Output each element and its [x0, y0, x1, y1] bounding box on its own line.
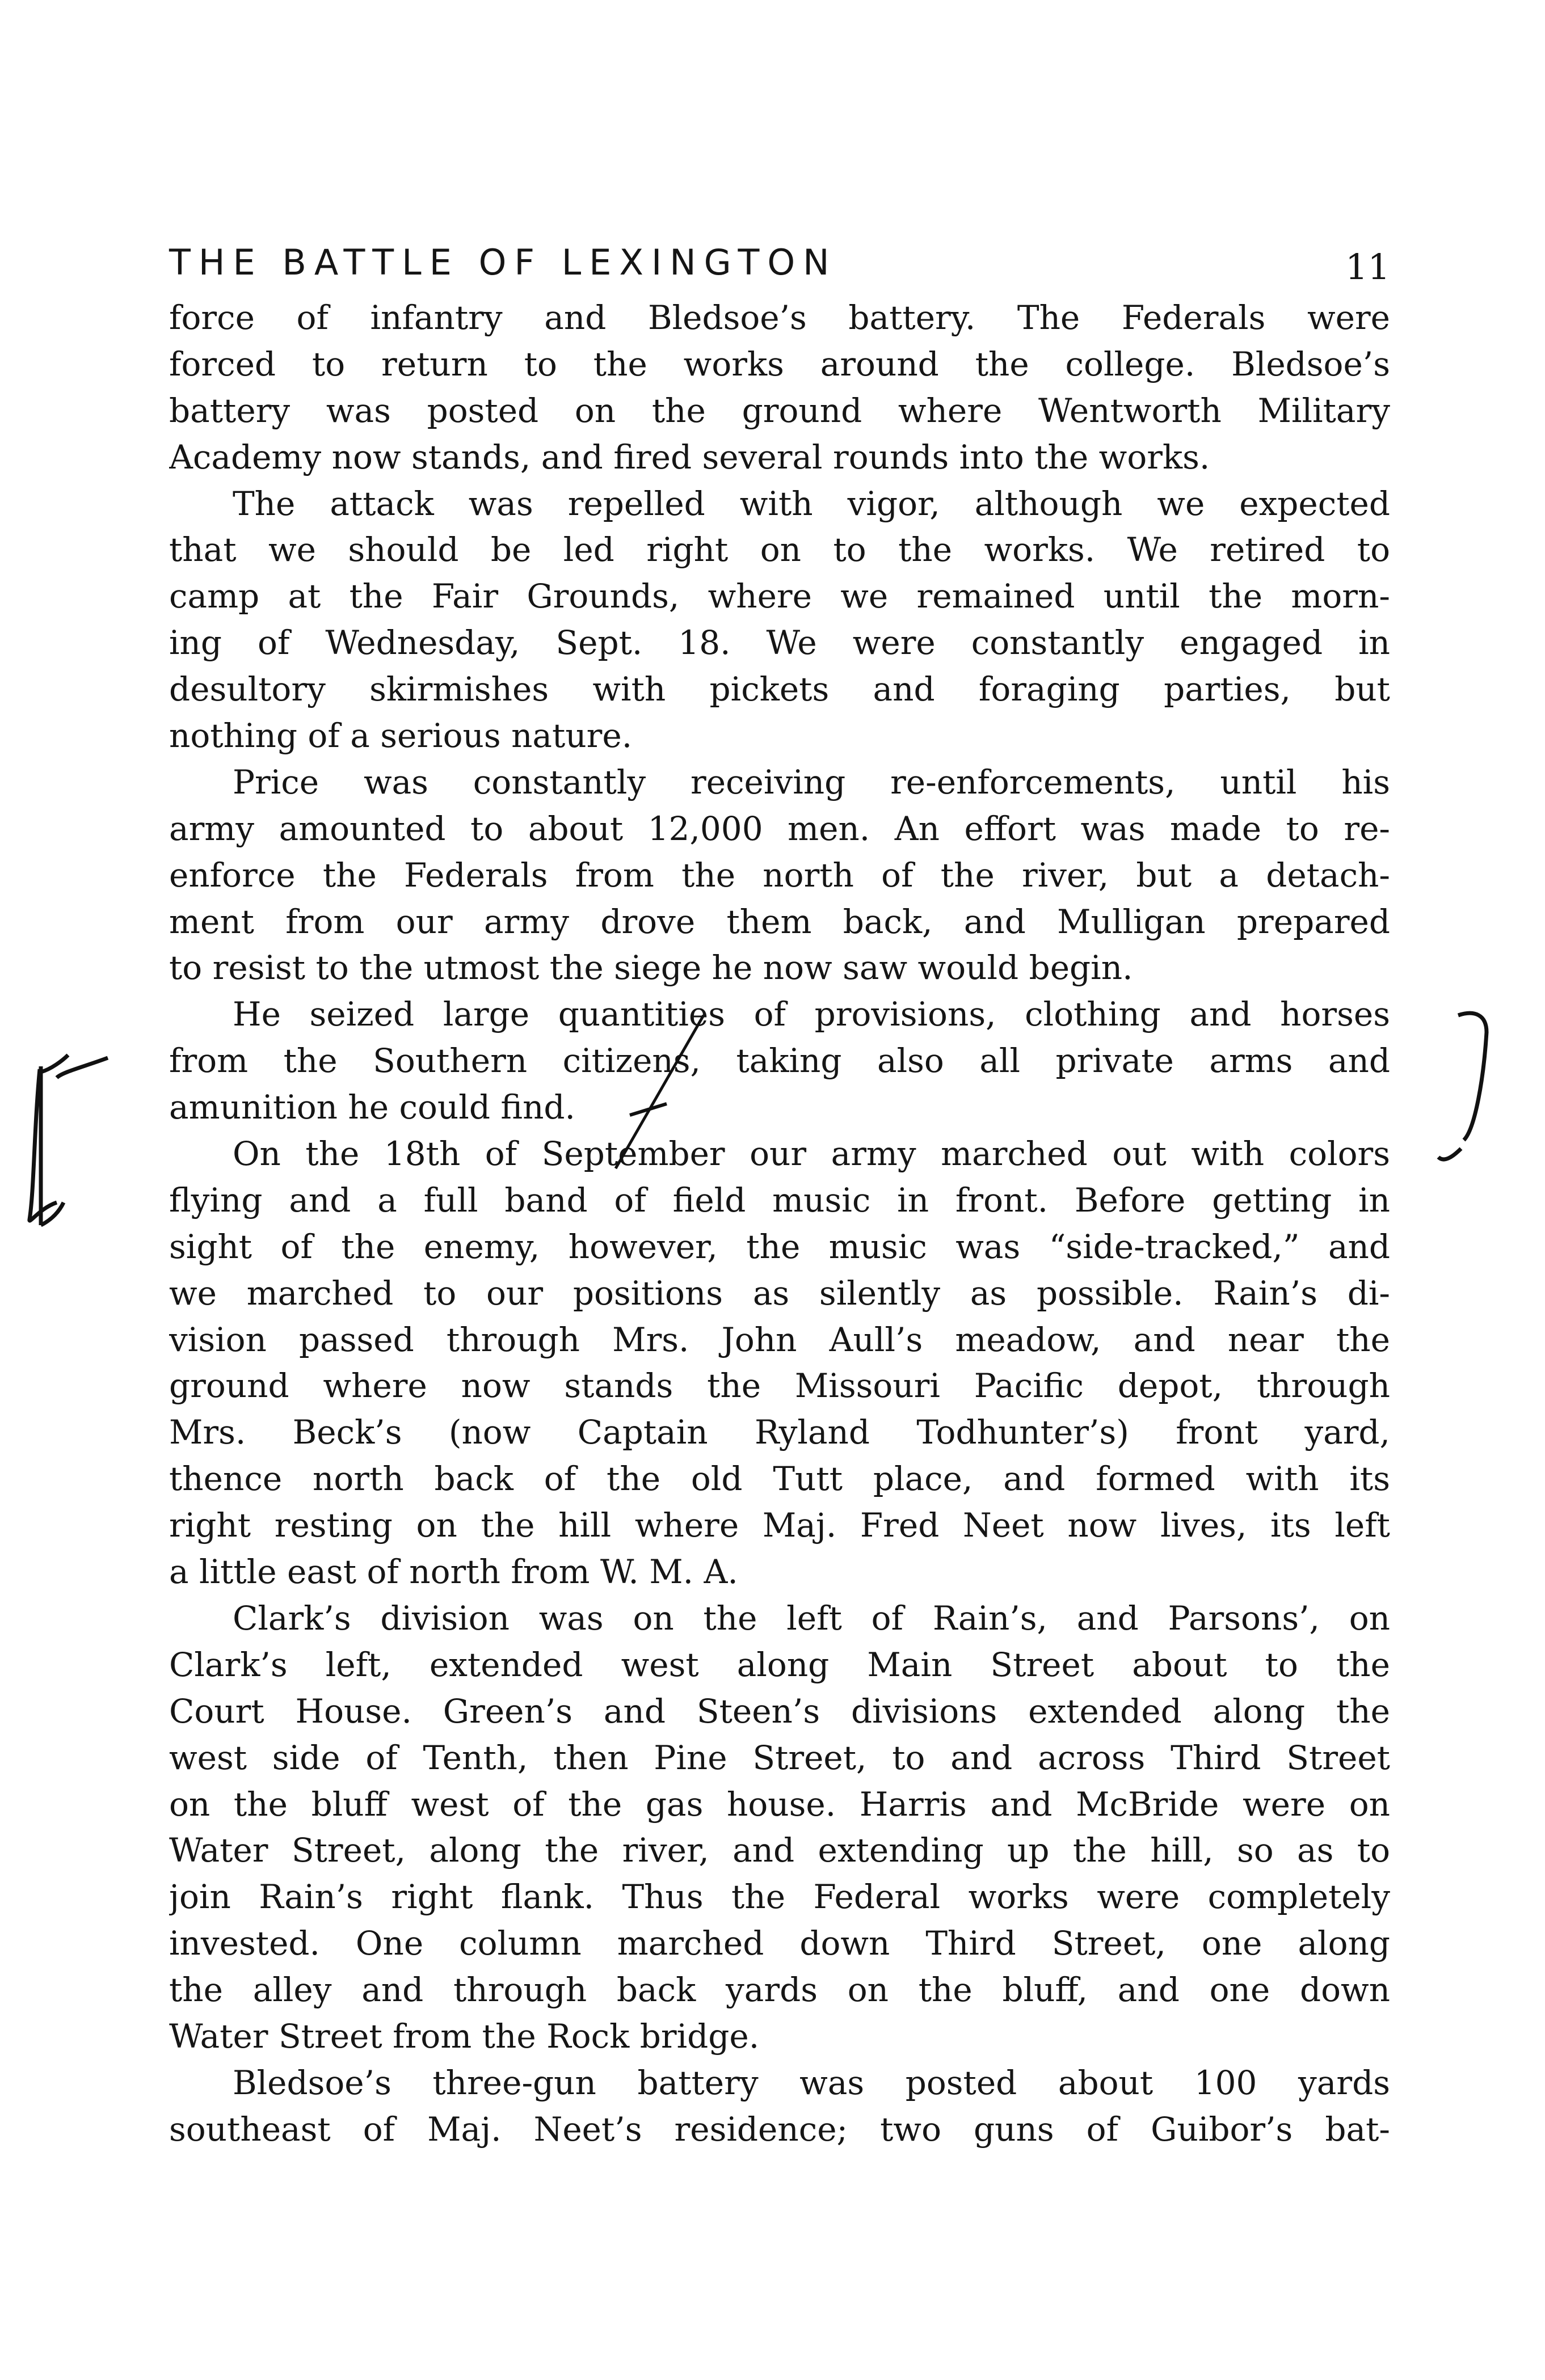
text-line: southeast of Maj. Neet’s residence; two guns of Guibor’s bat- — [169, 2109, 1390, 2149]
text-line: on the bluff west of the gas house. Harris and McBride were on — [169, 1784, 1390, 1824]
right-bracket-mark — [1438, 1013, 1487, 1159]
text-line: ment from our army drove them back, and Mulligan prepared — [169, 902, 1390, 941]
page-number: 11 — [1345, 246, 1390, 288]
text-line: Clark’s left, extended west along Main Street about to the — [169, 1645, 1390, 1684]
running-head — [169, 237, 1390, 288]
text-line: enforce the Federals from the north of the river, but a detach- — [169, 855, 1390, 894]
text-line: battery was posted on the ground where Wentworth Military — [169, 391, 1390, 430]
text-line: ing of Wednesday, Sept. 18. We were constantly engaged in — [169, 623, 1390, 662]
text-line: a little east of north from W. M. A. — [169, 1552, 738, 1592]
text-line: vision passed through Mrs. John Aull’s meadow, and near the — [169, 1320, 1390, 1359]
text-line: Water Street from the Rock bridge. — [169, 2016, 760, 2056]
text-line: Court House. Green’s and Steen’s divisions extended along the — [169, 1691, 1390, 1731]
text-line: Bledsoe’s three-gun battery was posted about 100 yards — [233, 2063, 1390, 2102]
text-line: Academy now stands, and fired several rounds into the works. — [169, 437, 1210, 476]
text-line: camp at the Fair Grounds, where we remained until the morn- — [169, 577, 1390, 616]
text-line: army amounted to about 12,000 men. An effort was made to re- — [169, 809, 1390, 848]
text-line: join Rain’s right flank. Thus the Federal works were completely — [169, 1877, 1390, 1917]
text-line: west side of Tenth, then Pine Street, to and across Third Street — [169, 1738, 1390, 1777]
text-line: right resting on the hill where Maj. Fred Neet now lives, its left — [169, 1506, 1390, 1545]
body-text — [169, 295, 1390, 2153]
left-bracket-mark — [30, 1058, 108, 1221]
text-line: from the Southern citizens, taking also all private arms and — [169, 1041, 1390, 1081]
text-line: nothing of a serious nature. — [169, 716, 633, 756]
text-line: that we should be led right on to the works. We retired to — [169, 530, 1390, 569]
running-title: THE BATTLE OF LEXINGTON — [169, 242, 837, 283]
text-line: The attack was repelled with vigor, although we expected — [233, 484, 1390, 523]
text-line: invested. One column marched down Third Street, one along — [169, 1924, 1390, 1963]
text-line: thence north back of the old Tutt place, and formed with its — [169, 1459, 1390, 1499]
text-line: force of infantry and Bledsoe’s battery. The Federals were — [169, 298, 1390, 337]
text-line: Water Street, along the river, and extending up the hill, so as to — [169, 1831, 1390, 1870]
text-line: forced to return to the works around the college. Bledsoe’s — [169, 344, 1390, 383]
text-line: to resist to the utmost the siege he now saw would begin. — [169, 948, 1133, 988]
text-line: He seized large quantities of provisions, clothing and horses — [233, 995, 1390, 1034]
text-line: Clark’s division was on the left of Rain’s, and Parsons’, on — [233, 1598, 1390, 1638]
text-line: sight of the enemy, however, the music was “side-tracked,” and — [169, 1227, 1390, 1266]
left-bracket-mark-2 — [41, 1055, 68, 1225]
text-line: the alley and through back yards on the bluff, and one down — [169, 1970, 1390, 2010]
text-line: flying and a full band of field music in front. Before getting in — [169, 1180, 1390, 1219]
text-line: amunition he could find. — [169, 1088, 575, 1127]
text-line: Mrs. Beck’s (now Captain Ryland Todhunter’s) front yard, — [169, 1413, 1390, 1452]
text-line: On the 18th of September our army marched out with colors — [233, 1134, 1390, 1174]
text-line: desultory skirmishes with pickets and foraging parties, but — [169, 670, 1390, 709]
text-line: we marched to our positions as silently as possible. Rain’s di- — [169, 1273, 1390, 1313]
text-line: Price was constantly receiving re-enforcements, until his — [233, 762, 1390, 801]
text-line: ground where now stands the Missouri Pacific depot, through — [169, 1366, 1390, 1406]
